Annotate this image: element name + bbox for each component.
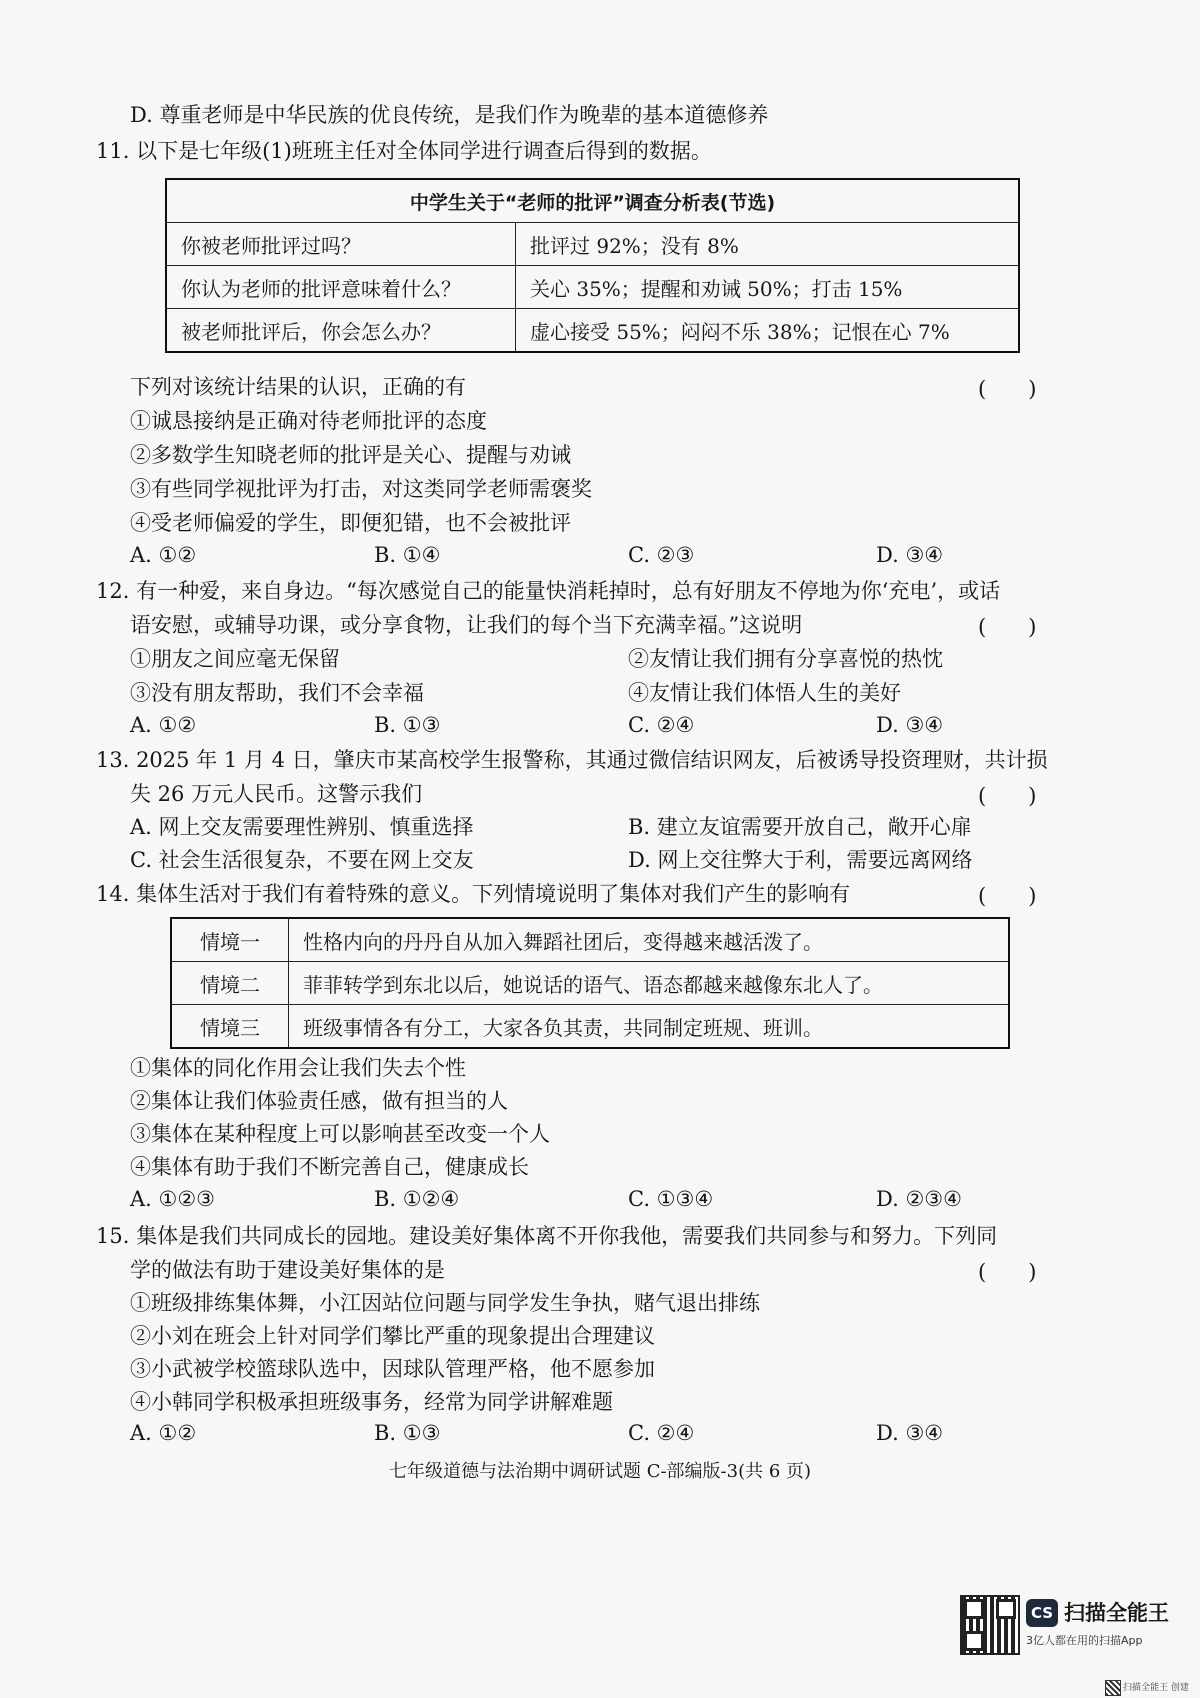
- q14-scenario-text: 班级事情各有分工，大家各负其责，共同制定班规、班训。: [289, 1005, 1010, 1049]
- q13-option-b[interactable]: B. 建立友谊需要开放自己，敞开心扉: [628, 815, 972, 839]
- q11-row-answer: 批评过 92%；没有 8%: [516, 223, 1020, 266]
- q14-scenario-text: 菲菲转学到东北以后，她说话的语气、语态都越来越像东北人了。: [289, 962, 1010, 1005]
- q15-item: ③小武被学校篮球队选中，因球队管理严格，他不愿参加: [130, 1357, 655, 1381]
- q11-item: ①诚恳接纳是正确对待老师批评的态度: [130, 409, 487, 433]
- q15-option-d[interactable]: D. ③④: [876, 1421, 944, 1445]
- q11-item: ④受老师偏爱的学生，即便犯错，也不会被批评: [130, 511, 571, 535]
- q14-item: ①集体的同化作用会让我们失去个性: [130, 1056, 466, 1080]
- q14-option-d[interactable]: D. ②③④: [876, 1187, 962, 1211]
- q15-item: ①班级排练集体舞，小江因站位问题与同学发生争执，赌气退出排练: [130, 1291, 760, 1315]
- q13-stem-line2: 失 26 万元人民币。这警示我们: [130, 782, 423, 806]
- q14-option-b[interactable]: B. ①②④: [374, 1187, 460, 1211]
- q11-row-answer: 虚心接受 55%；闷闷不乐 38%；记恨在心 7%: [516, 309, 1020, 353]
- q14-scenario-label: 情境二: [171, 962, 289, 1005]
- q14-scenario-text: 性格内向的丹丹自从加入舞蹈社团后，变得越来越活泼了。: [289, 918, 1010, 962]
- q12-stem-line1: 12. 有一种爱，来自身边。“每次感觉自己的能量快消耗掉时，总有好朋友不停地为你‘充电’，或话: [96, 579, 1001, 603]
- q12-item: ③没有朋友帮助，我们不会幸福: [130, 681, 424, 705]
- q15-item: ②小刘在班会上针对同学们攀比严重的现象提出合理建议: [130, 1324, 655, 1348]
- q14-stem: 14. 集体生活对于我们有着特殊的意义。下列情境说明了集体对我们产生的影响有: [96, 882, 851, 906]
- q12-option-b[interactable]: B. ①③: [374, 713, 441, 737]
- q11-row-question: 你被老师批评过吗？: [166, 223, 516, 266]
- q13-stem-line1: 13. 2025 年 1 月 4 日，肇庆市某高校学生报警称，其通过微信结识网友，后被诱导投资理财，共计损: [96, 748, 1048, 772]
- q11-survey-table: [165, 178, 1020, 353]
- q12-option-a[interactable]: A. ①②: [130, 713, 197, 737]
- q11-row-answer: 关心 35%；提醒和劝诫 50%；打击 15%: [516, 266, 1020, 309]
- q14-scenario-table: [170, 917, 1010, 1049]
- q15-option-a[interactable]: A. ①②: [130, 1421, 197, 1445]
- q11-prompt: 下列对该统计结果的认识，正确的有: [130, 375, 466, 399]
- q11-item: ③有些同学视批评为打击，对这类同学老师需褒奖: [130, 477, 592, 501]
- q10-option-d: D. 尊重老师是中华民族的优良传统，是我们作为晚辈的基本道德修养: [130, 103, 769, 127]
- q12-option-c[interactable]: C. ②④: [628, 713, 695, 737]
- q14-scenario-label: 情境三: [171, 1005, 289, 1049]
- q15-answer-bracket[interactable]: ( ): [978, 1260, 1037, 1284]
- q15-item: ④小韩同学积极承担班级事务，经常为同学讲解难题: [130, 1390, 613, 1414]
- q15-option-c[interactable]: C. ②④: [628, 1421, 695, 1445]
- q11-answer-bracket[interactable]: ( ): [978, 377, 1037, 401]
- q14-option-c[interactable]: C. ①③④: [628, 1187, 714, 1211]
- q12-option-d[interactable]: D. ③④: [876, 713, 944, 737]
- q11-table-title: 中学生关于“老师的批评”调查分析表(节选): [166, 179, 1019, 223]
- q13-option-d[interactable]: D. 网上交往弊大于利，需要远离网络: [628, 848, 973, 872]
- q14-item: ④集体有助于我们不断完善自己，健康成长: [130, 1155, 529, 1179]
- q14-item: ③集体在某种程度上可以影响甚至改变一个人: [130, 1122, 550, 1146]
- q12-item: ①朋友之间应毫无保留: [130, 647, 340, 671]
- q11-stem: 11. 以下是七年级(1)班班主任对全体同学进行调查后得到的数据。: [96, 139, 712, 163]
- q11-option-b[interactable]: B. ①④: [374, 543, 441, 567]
- q13-option-c[interactable]: C. 社会生活很复杂，不要在网上交友: [130, 848, 474, 872]
- q12-item: ④友情让我们体悟人生的美好: [628, 681, 901, 705]
- q13-option-a[interactable]: A. 网上交友需要理性辨别、慎重选择: [130, 815, 474, 839]
- scanner-tagline: 3亿人都在用的扫描App: [1026, 1634, 1143, 1647]
- qr-code-icon: [960, 1595, 1020, 1655]
- q12-stem-line2: 语安慰，或辅导功课，或分享食物，让我们的每个当下充满幸福。”这说明: [130, 613, 803, 637]
- q11-row-question: 你认为老师的批评意味着什么？: [166, 266, 516, 309]
- tiny-qr-icon: [1105, 1680, 1121, 1696]
- q12-item: ②友情让我们拥有分享喜悦的热忱: [628, 647, 943, 671]
- q11-option-c[interactable]: C. ②③: [628, 543, 695, 567]
- q15-stem-line1: 15. 集体是我们共同成长的园地。建设美好集体离不开你我他，需要我们共同参与和努力。下列同: [96, 1224, 998, 1248]
- q13-answer-bracket[interactable]: ( ): [978, 784, 1037, 808]
- q11-option-d[interactable]: D. ③④: [876, 543, 944, 567]
- q14-scenario-label: 情境一: [171, 918, 289, 962]
- q14-answer-bracket[interactable]: ( ): [978, 884, 1037, 908]
- page-footer: 七年级道德与法治期中调研试题 C-部编版-3(共 6 页): [388, 1461, 812, 1482]
- scanner-credit: 扫描全能王 创建: [1123, 1683, 1189, 1693]
- q11-row-question: 被老师批评后，你会怎么办？: [166, 309, 516, 353]
- q12-answer-bracket[interactable]: ( ): [978, 615, 1037, 639]
- q15-stem-line2: 学的做法有助于建设美好集体的是: [130, 1258, 445, 1282]
- q11-option-a[interactable]: A. ①②: [130, 543, 197, 567]
- scanner-brand: 扫描全能王: [1064, 1601, 1169, 1625]
- scanner-logo-icon: CS: [1026, 1599, 1058, 1627]
- q15-option-b[interactable]: B. ①③: [374, 1421, 441, 1445]
- q14-option-a[interactable]: A. ①②③: [130, 1187, 215, 1211]
- q11-item: ②多数学生知晓老师的批评是关心、提醒与劝诫: [130, 443, 571, 467]
- q14-item: ②集体让我们体验责任感，做有担当的人: [130, 1089, 508, 1113]
